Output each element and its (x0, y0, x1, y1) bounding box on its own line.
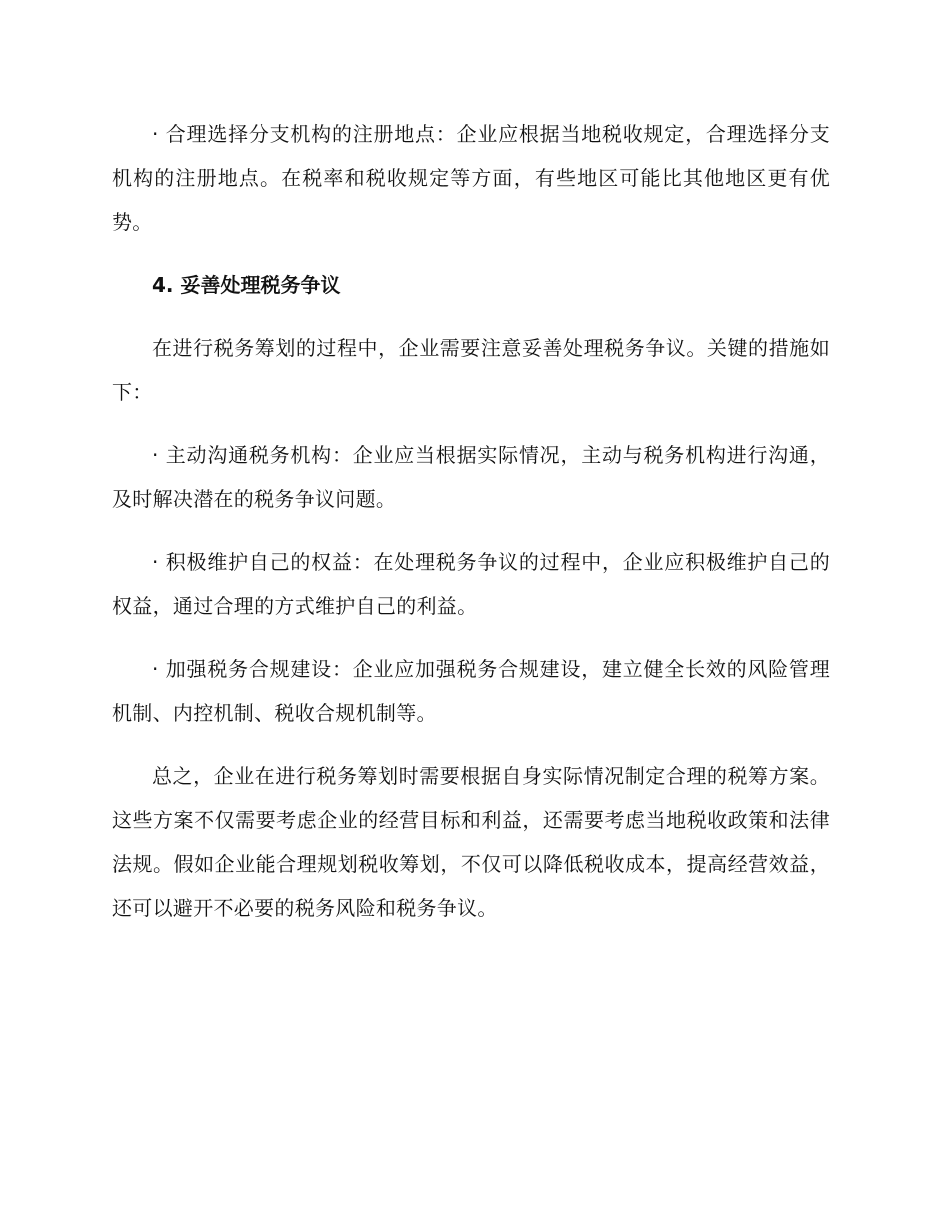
paragraph-dispute-intro: 在进行税务筹划的过程中，企业需要注意妥善处理税务争议。关键的措施如下： (112, 336, 830, 404)
bullet-protect-rights: · 积极维护自己的权益：在处理税务争议的过程中，企业应积极维护自己的权益，通过合理的方式维护自己的利益。 (112, 550, 830, 618)
bullet-compliance-building: · 加强税务合规建设：企业应加强税务合规建设，建立健全长效的风险管理机制、内控机制、税收合规机制等。 (112, 657, 830, 725)
section-heading-tax-disputes: 4. 妥善处理税务争议 (152, 273, 341, 297)
bullet-communicate-tax-authority: · 主动沟通税务机构：企业应当根据实际情况，主动与税务机构进行沟通，及时解决潜在的税务争议问题。 (112, 443, 830, 511)
paragraph-branch-registration: · 合理选择分支机构的注册地点：企业应根据当地税收规定，合理选择分支机构的注册地点。在税率和税收规定等方面，有些地区可能比其他地区更有优势。 (112, 122, 830, 234)
paragraph-conclusion: 总之，企业在进行税务筹划时需要根据自身实际情况制定合理的税筹方案。这些方案不仅需要考虑企业的经营目标和利益，还需要考虑当地税收政策和法律法规。假如企业能合理规划税收筹划，不仅可以降低税收成本，提高经营效益，还可以避开不必要的税务风险和税务争议。 (112, 764, 830, 920)
document-page (112, 112, 830, 949)
